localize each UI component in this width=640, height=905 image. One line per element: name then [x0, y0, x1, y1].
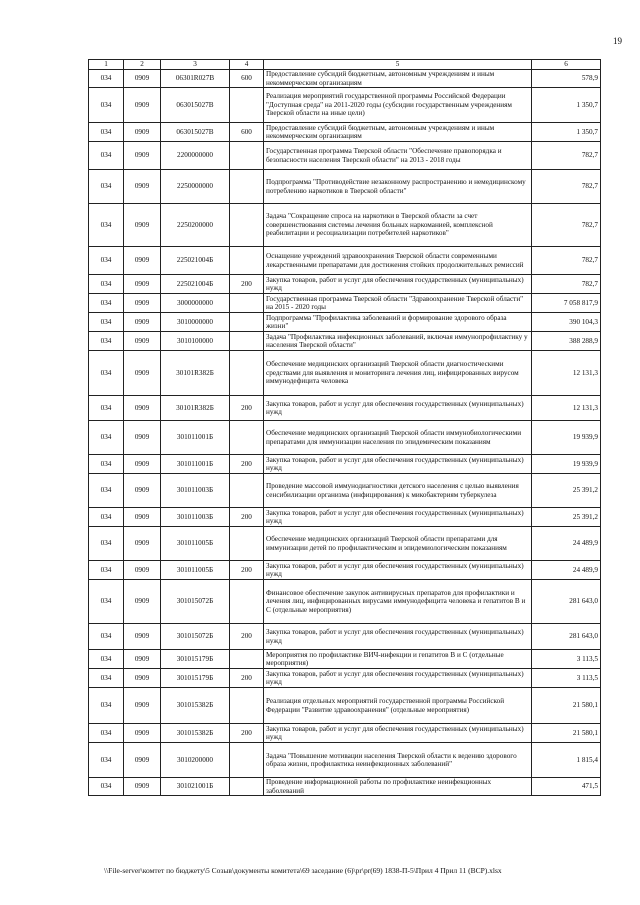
item-name-cell: Предоставление субсидий бюджетным, автономным учреждениям и иным некоммерческим организациям: [264, 70, 532, 88]
amount-cell: 1 815,4: [532, 743, 601, 778]
item-name-cell: Финансовое обеспечение закупок антивирусных препаратов для профилактики и лечения лиц, инфицированных вирусами иммунодефицита человека и гепатитов В и С (отдельные мероприятия): [264, 580, 532, 624]
section-code-cell: 0909: [124, 421, 161, 455]
column-header-4: 4: [230, 60, 264, 70]
expense-type-cell: [230, 204, 264, 247]
budget-table: [88, 59, 601, 796]
expense-type-cell: [230, 421, 264, 455]
item-name-cell: Задача "Повышение мотивации населения Тверской области к ведению здорового образа жизни, профилактика неинфекционных заболеваний": [264, 743, 532, 778]
expense-type-cell: [230, 650, 264, 669]
ministry-code-cell: 034: [89, 123, 124, 142]
item-name-cell: Обеспечение медицинских организаций Тверской области иммунобиологическими препаратами для иммунизации населения по эпидемическим показаниям: [264, 421, 532, 455]
amount-cell: 390 104,3: [532, 313, 601, 332]
item-name-cell: Подпрограмма "Профилактика заболеваний и формирование здорового образа жизни": [264, 313, 532, 332]
ministry-code-cell: 034: [89, 455, 124, 474]
table-row: [89, 724, 601, 743]
section-code-cell: 0909: [124, 396, 161, 421]
expense-type-cell: [230, 778, 264, 796]
table-row: [89, 247, 601, 275]
target-article-cell: 301015072Б: [161, 624, 230, 650]
item-name-cell: Проведение массовой иммунодиагностики детского населения с целью выявления сенсибилизации организма (инфицирования) к микобактериям туберкулеза: [264, 474, 532, 508]
ministry-code-cell: 034: [89, 650, 124, 669]
target-article-cell: 301011001Б: [161, 455, 230, 474]
target-article-cell: 225021004Б: [161, 247, 230, 275]
expense-type-cell: [230, 351, 264, 396]
section-code-cell: 0909: [124, 70, 161, 88]
item-name-cell: Закупка товаров, работ и услуг для обеспечения государственных (муниципальных) нужд: [264, 669, 532, 688]
section-code-cell: 0909: [124, 724, 161, 743]
target-article-cell: 225021004Б: [161, 275, 230, 294]
item-name-cell: Реализация мероприятий государственной программы Российской Федерации "Доступная среда" на 2011-2020 годы (субсидии государственным учреждениям Тверской области на иные цели): [264, 88, 532, 123]
amount-cell: 25 391,2: [532, 508, 601, 527]
expense-type-cell: [230, 142, 264, 170]
expense-type-cell: [230, 688, 264, 724]
item-name-cell: Государственная программа Тверской области "Обеспечение правопорядка и безопасности населения Тверской области" на 2013 - 2018 годы: [264, 142, 532, 170]
amount-cell: 19 939,9: [532, 421, 601, 455]
item-name-cell: Предоставление субсидий бюджетным, автономным учреждениям и иным некоммерческим организациям: [264, 123, 532, 142]
section-code-cell: 0909: [124, 170, 161, 204]
expense-type-cell: [230, 332, 264, 351]
ministry-code-cell: 034: [89, 724, 124, 743]
amount-cell: 782,7: [532, 275, 601, 294]
target-article-cell: 301021001Б: [161, 778, 230, 796]
target-article-cell: 3010000000: [161, 313, 230, 332]
item-name-cell: Мероприятия по профилактике ВИЧ-инфекции и гепатитов В и С (отдельные мероприятия): [264, 650, 532, 669]
ministry-code-cell: 034: [89, 474, 124, 508]
section-code-cell: 0909: [124, 580, 161, 624]
item-name-cell: Оснащение учреждений здравоохранения Тверской области современными лекарственными препаратами для достижения стойких продолжительных ремиссий: [264, 247, 532, 275]
expense-type-cell: [230, 294, 264, 313]
section-code-cell: 0909: [124, 624, 161, 650]
section-code-cell: 0909: [124, 455, 161, 474]
expense-type-cell: [230, 247, 264, 275]
expense-type-cell: [230, 580, 264, 624]
section-code-cell: 0909: [124, 351, 161, 396]
table-row: [89, 580, 601, 624]
expense-type-cell: 200: [230, 508, 264, 527]
target-article-cell: 2250200000: [161, 204, 230, 247]
item-name-cell: Проведение информационной работы по профилактике неинфекционных заболеваний: [264, 778, 532, 796]
expense-type-cell: [230, 88, 264, 123]
table-row: [89, 275, 601, 294]
target-article-cell: 301011005Б: [161, 527, 230, 561]
table-row: [89, 123, 601, 142]
ministry-code-cell: 034: [89, 70, 124, 88]
section-code-cell: 0909: [124, 527, 161, 561]
item-name-cell: Закупка товаров, работ и услуг для обеспечения государственных (муниципальных) нужд: [264, 724, 532, 743]
table-row: [89, 669, 601, 688]
ministry-code-cell: 034: [89, 351, 124, 396]
target-article-cell: 3010200000: [161, 743, 230, 778]
section-code-cell: 0909: [124, 88, 161, 123]
item-name-cell: Обеспечение медицинских организаций Тверской области диагностическими средствами для выявления и мониторинга лечения лиц, инфицированных вирусом иммунодефицита человека: [264, 351, 532, 396]
expense-type-cell: 200: [230, 275, 264, 294]
amount-cell: 19 939,9: [532, 455, 601, 474]
ministry-code-cell: 034: [89, 332, 124, 351]
ministry-code-cell: 034: [89, 778, 124, 796]
expense-type-cell: [230, 743, 264, 778]
amount-cell: 281 643,0: [532, 580, 601, 624]
section-code-cell: 0909: [124, 275, 161, 294]
item-name-cell: Подпрограмма "Противодействие незаконному распространению и немедицинскому потреблению наркотиков в Тверской области": [264, 170, 532, 204]
target-article-cell: 063015027В: [161, 123, 230, 142]
table-row: [89, 474, 601, 508]
ministry-code-cell: 034: [89, 527, 124, 561]
ministry-code-cell: 034: [89, 247, 124, 275]
table-row: [89, 778, 601, 796]
expense-type-cell: [230, 313, 264, 332]
target-article-cell: 301015382Б: [161, 688, 230, 724]
target-article-cell: 2200000000: [161, 142, 230, 170]
item-name-cell: Закупка товаров, работ и услуг для обеспечения государственных (муниципальных) нужд: [264, 455, 532, 474]
table-row: [89, 170, 601, 204]
ministry-code-cell: 034: [89, 580, 124, 624]
target-article-cell: 301015072Б: [161, 580, 230, 624]
table-row: [89, 88, 601, 123]
expense-type-cell: [230, 474, 264, 508]
page-number: 19: [613, 36, 622, 46]
column-header-2: 2: [124, 60, 161, 70]
ministry-code-cell: 034: [89, 294, 124, 313]
column-header-3: 3: [161, 60, 230, 70]
ministry-code-cell: 034: [89, 170, 124, 204]
table-row: [89, 421, 601, 455]
column-header-6: 6: [532, 60, 601, 70]
expense-type-cell: [230, 527, 264, 561]
footer-file-path: \\File-server\комтет по бюджету\5 Созыв\документы комитета\69 заседание (6)\pr\pr(69) 1838-П-5\Прил 4 Прил 11 (ВСР).xlsx: [104, 866, 502, 875]
item-name-cell: Закупка товаров, работ и услуг для обеспечения государственных (муниципальных) нужд: [264, 508, 532, 527]
table-row: [89, 351, 601, 396]
table-row: [89, 561, 601, 580]
target-article-cell: 06301R027В: [161, 70, 230, 88]
ministry-code-cell: 034: [89, 508, 124, 527]
table-row: [89, 313, 601, 332]
amount-cell: 21 580,1: [532, 724, 601, 743]
amount-cell: 578,9: [532, 70, 601, 88]
target-article-cell: 301011003Б: [161, 474, 230, 508]
item-name-cell: Реализация отдельных мероприятий государственной программы Российской Федерации "Развитие здравоохранения" (отдельные мероприятия): [264, 688, 532, 724]
expense-type-cell: 600: [230, 70, 264, 88]
amount-cell: 24 489,9: [532, 561, 601, 580]
table-row: [89, 624, 601, 650]
table-row: [89, 294, 601, 313]
item-name-cell: Закупка товаров, работ и услуг для обеспечения государственных (муниципальных) нужд: [264, 624, 532, 650]
ministry-code-cell: 034: [89, 142, 124, 170]
section-code-cell: 0909: [124, 123, 161, 142]
expense-type-cell: [230, 170, 264, 204]
target-article-cell: 301015179Б: [161, 669, 230, 688]
section-code-cell: 0909: [124, 688, 161, 724]
target-article-cell: 301011001Б: [161, 421, 230, 455]
target-article-cell: 2250000000: [161, 170, 230, 204]
ministry-code-cell: 034: [89, 421, 124, 455]
item-name-cell: Закупка товаров, работ и услуг для обеспечения государственных (муниципальных) нужд: [264, 396, 532, 421]
ministry-code-cell: 034: [89, 669, 124, 688]
item-name-cell: Задача "Профилактика инфекционных заболеваний, включая иммунопрофилактику у населения Тверской области": [264, 332, 532, 351]
section-code-cell: 0909: [124, 247, 161, 275]
section-code-cell: 0909: [124, 332, 161, 351]
ministry-code-cell: 034: [89, 743, 124, 778]
table-row: [89, 508, 601, 527]
amount-cell: 782,7: [532, 247, 601, 275]
ministry-code-cell: 034: [89, 624, 124, 650]
ministry-code-cell: 034: [89, 396, 124, 421]
amount-cell: 12 131,3: [532, 351, 601, 396]
target-article-cell: 301011003Б: [161, 508, 230, 527]
target-article-cell: 063015027В: [161, 88, 230, 123]
amount-cell: 7 058 817,9: [532, 294, 601, 313]
target-article-cell: 3000000000: [161, 294, 230, 313]
section-code-cell: 0909: [124, 313, 161, 332]
expense-type-cell: 200: [230, 561, 264, 580]
target-article-cell: 301011005Б: [161, 561, 230, 580]
amount-cell: 24 489,9: [532, 527, 601, 561]
ministry-code-cell: 034: [89, 204, 124, 247]
table-row: [89, 650, 601, 669]
section-code-cell: 0909: [124, 142, 161, 170]
section-code-cell: 0909: [124, 204, 161, 247]
column-header-5: 5: [264, 60, 532, 70]
table-row: [89, 743, 601, 778]
amount-cell: 471,5: [532, 778, 601, 796]
table-row: [89, 204, 601, 247]
amount-cell: 782,7: [532, 204, 601, 247]
table-row: [89, 527, 601, 561]
section-code-cell: 0909: [124, 508, 161, 527]
expense-type-cell: 200: [230, 724, 264, 743]
amount-cell: 782,7: [532, 142, 601, 170]
target-article-cell: 30101R382Б: [161, 396, 230, 421]
item-name-cell: Государственная программа Тверской области "Здравоохранение Тверской области" на 2015 - 2020 годы: [264, 294, 532, 313]
table-row: [89, 688, 601, 724]
ministry-code-cell: 034: [89, 561, 124, 580]
table-row: [89, 142, 601, 170]
section-code-cell: 0909: [124, 650, 161, 669]
section-code-cell: 0909: [124, 778, 161, 796]
amount-cell: 12 131,3: [532, 396, 601, 421]
expense-type-cell: 600: [230, 123, 264, 142]
ministry-code-cell: 034: [89, 313, 124, 332]
table-body: [89, 70, 601, 796]
ministry-code-cell: 034: [89, 275, 124, 294]
amount-cell: 21 580,1: [532, 688, 601, 724]
item-name-cell: Обеспечение медицинских организаций Тверской области препаратами для иммунизации детей по профилактическим и эпидемиологическим показаниям: [264, 527, 532, 561]
amount-cell: 3 113,5: [532, 669, 601, 688]
expense-type-cell: 200: [230, 624, 264, 650]
expense-type-cell: 200: [230, 669, 264, 688]
section-code-cell: 0909: [124, 474, 161, 508]
section-code-cell: 0909: [124, 743, 161, 778]
table-row: [89, 332, 601, 351]
ministry-code-cell: 034: [89, 88, 124, 123]
header-row: [89, 60, 601, 70]
amount-cell: 782,7: [532, 170, 601, 204]
amount-cell: 1 350,7: [532, 123, 601, 142]
amount-cell: 388 288,9: [532, 332, 601, 351]
ministry-code-cell: 034: [89, 688, 124, 724]
section-code-cell: 0909: [124, 561, 161, 580]
target-article-cell: 3010100000: [161, 332, 230, 351]
item-name-cell: Закупка товаров, работ и услуг для обеспечения государственных (муниципальных) нужд: [264, 275, 532, 294]
expense-type-cell: 200: [230, 455, 264, 474]
item-name-cell: Задача "Сокращение спроса на наркотики в Тверской области за счет совершенствования системы лечения больных наркоманией, комплексной реабилитации и ресоциализации потребителей наркотиков": [264, 204, 532, 247]
target-article-cell: 301015382Б: [161, 724, 230, 743]
item-name-cell: Закупка товаров, работ и услуг для обеспечения государственных (муниципальных) нужд: [264, 561, 532, 580]
table-row: [89, 396, 601, 421]
amount-cell: 1 350,7: [532, 88, 601, 123]
table-row: [89, 70, 601, 88]
target-article-cell: 301015179Б: [161, 650, 230, 669]
column-header-1: 1: [89, 60, 124, 70]
section-code-cell: 0909: [124, 669, 161, 688]
amount-cell: 281 643,0: [532, 624, 601, 650]
expense-type-cell: 200: [230, 396, 264, 421]
section-code-cell: 0909: [124, 294, 161, 313]
amount-cell: 25 391,2: [532, 474, 601, 508]
amount-cell: 3 113,5: [532, 650, 601, 669]
target-article-cell: 30101R382Б: [161, 351, 230, 396]
table-row: [89, 455, 601, 474]
